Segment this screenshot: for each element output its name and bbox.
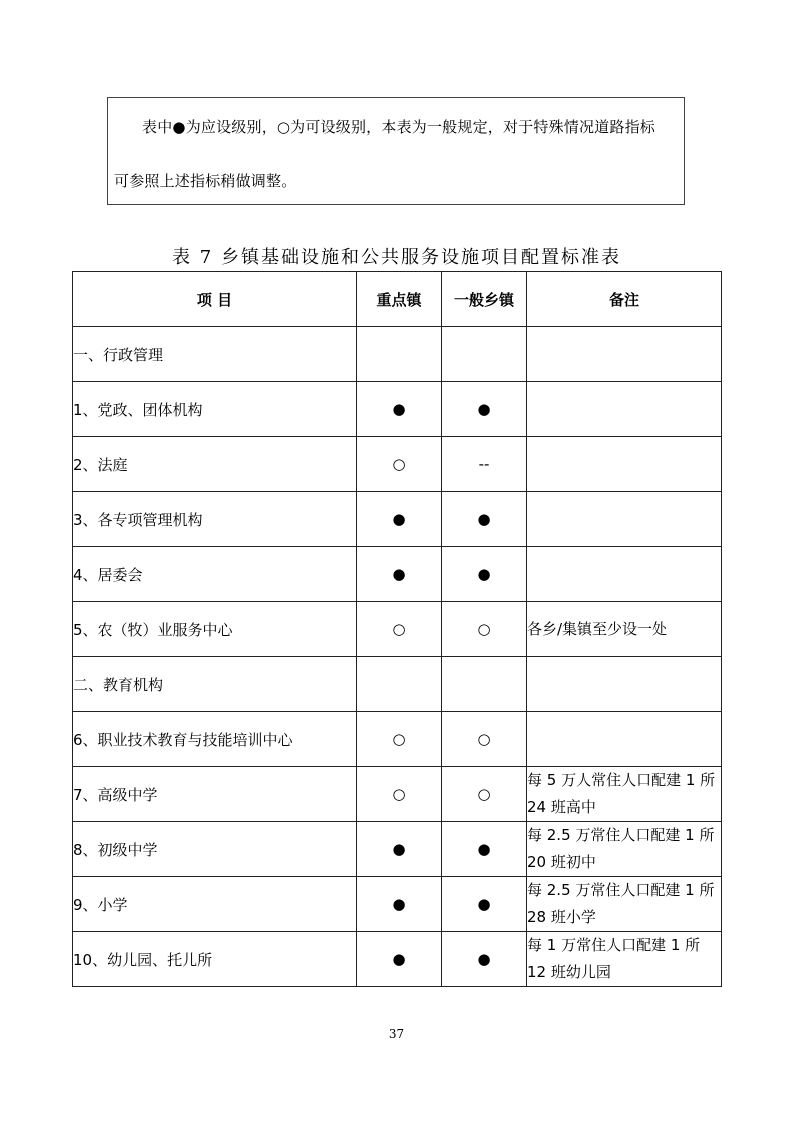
item-cell: 二、教育机构 (73, 657, 357, 712)
general-town-cell: ○ (442, 712, 527, 767)
key-town-cell: ○ (357, 437, 442, 492)
general-town-cell: ● (442, 877, 527, 932)
general-town-cell: ● (442, 822, 527, 877)
table-row (73, 602, 722, 657)
item-cell: 8、初级中学 (73, 822, 357, 877)
general-town-cell: ● (442, 547, 527, 602)
table-row (73, 932, 722, 987)
table-caption: 表 7 乡镇基础设施和公共服务设施项目配置标准表 (172, 247, 621, 268)
table-row (73, 877, 722, 932)
item-cell: 2、法庭 (73, 437, 357, 492)
remark-cell (527, 547, 722, 602)
table-header-row (73, 272, 722, 327)
key-town-cell: ○ (357, 712, 442, 767)
remark-cell: 每 1 万常住人口配建 1 所 12 班幼儿园 (527, 932, 722, 987)
key-town-cell: ● (357, 492, 442, 547)
key-town-cell (357, 327, 442, 382)
remark-cell (527, 492, 722, 547)
general-town-cell: -- (442, 437, 527, 492)
page-number: 37 (388, 1027, 405, 1041)
note-text-line-1: 表中●为应设级别，○为可设级别，本表为一般规定，对于特殊情况道路指标 (142, 118, 655, 136)
general-town-cell (442, 657, 527, 712)
item-cell: 10、幼儿园、托儿所 (73, 932, 357, 987)
remark-cell: 每 5 万人常住人口配建 1 所 24 班高中 (527, 767, 722, 822)
table-row (73, 547, 722, 602)
table-category-row (73, 327, 722, 382)
remark-cell (527, 437, 722, 492)
key-town-cell: ● (357, 382, 442, 437)
table-row (73, 382, 722, 437)
item-cell: 3、各专项管理机构 (73, 492, 357, 547)
remark-cell (527, 657, 722, 712)
note-box (107, 97, 685, 205)
key-town-cell: ● (357, 822, 442, 877)
general-town-cell: ● (442, 492, 527, 547)
remark-cell (527, 382, 722, 437)
item-cell: 5、农（牧）业服务中心 (73, 602, 357, 657)
general-town-cell: ● (442, 932, 527, 987)
item-cell: 7、高级中学 (73, 767, 357, 822)
header-general-town: 一般乡镇 (442, 272, 527, 327)
key-town-cell: ● (357, 877, 442, 932)
key-town-cell: ○ (357, 767, 442, 822)
header-remark: 备注 (527, 272, 722, 327)
general-town-cell: ○ (442, 602, 527, 657)
item-cell: 9、小学 (73, 877, 357, 932)
general-town-cell (442, 327, 527, 382)
header-key-town: 重点镇 (357, 272, 442, 327)
item-cell: 一、行政管理 (73, 327, 357, 382)
table-category-row (73, 657, 722, 712)
table-row (73, 712, 722, 767)
key-town-cell: ● (357, 932, 442, 987)
remark-cell: 各乡/集镇至少设一处 (527, 602, 722, 657)
item-cell: 4、居委会 (73, 547, 357, 602)
key-town-cell: ○ (357, 602, 442, 657)
item-cell: 1、党政、团体机构 (73, 382, 357, 437)
key-town-cell (357, 657, 442, 712)
table-row (73, 767, 722, 822)
remark-cell (527, 327, 722, 382)
note-text-line-2: 可参照上述指标稍做调整。 (114, 172, 297, 190)
item-cell: 6、职业技术教育与技能培训中心 (73, 712, 357, 767)
facility-config-table (72, 271, 722, 987)
remark-cell: 每 2.5 万常住人口配建 1 所 20 班初中 (527, 822, 722, 877)
remark-cell: 每 2.5 万常住人口配建 1 所 28 班小学 (527, 877, 722, 932)
general-town-cell: ● (442, 382, 527, 437)
header-item: 项 目 (73, 272, 357, 327)
table-row (73, 822, 722, 877)
table-row (73, 437, 722, 492)
general-town-cell: ○ (442, 767, 527, 822)
remark-cell (527, 712, 722, 767)
table-row (73, 492, 722, 547)
key-town-cell: ● (357, 547, 442, 602)
